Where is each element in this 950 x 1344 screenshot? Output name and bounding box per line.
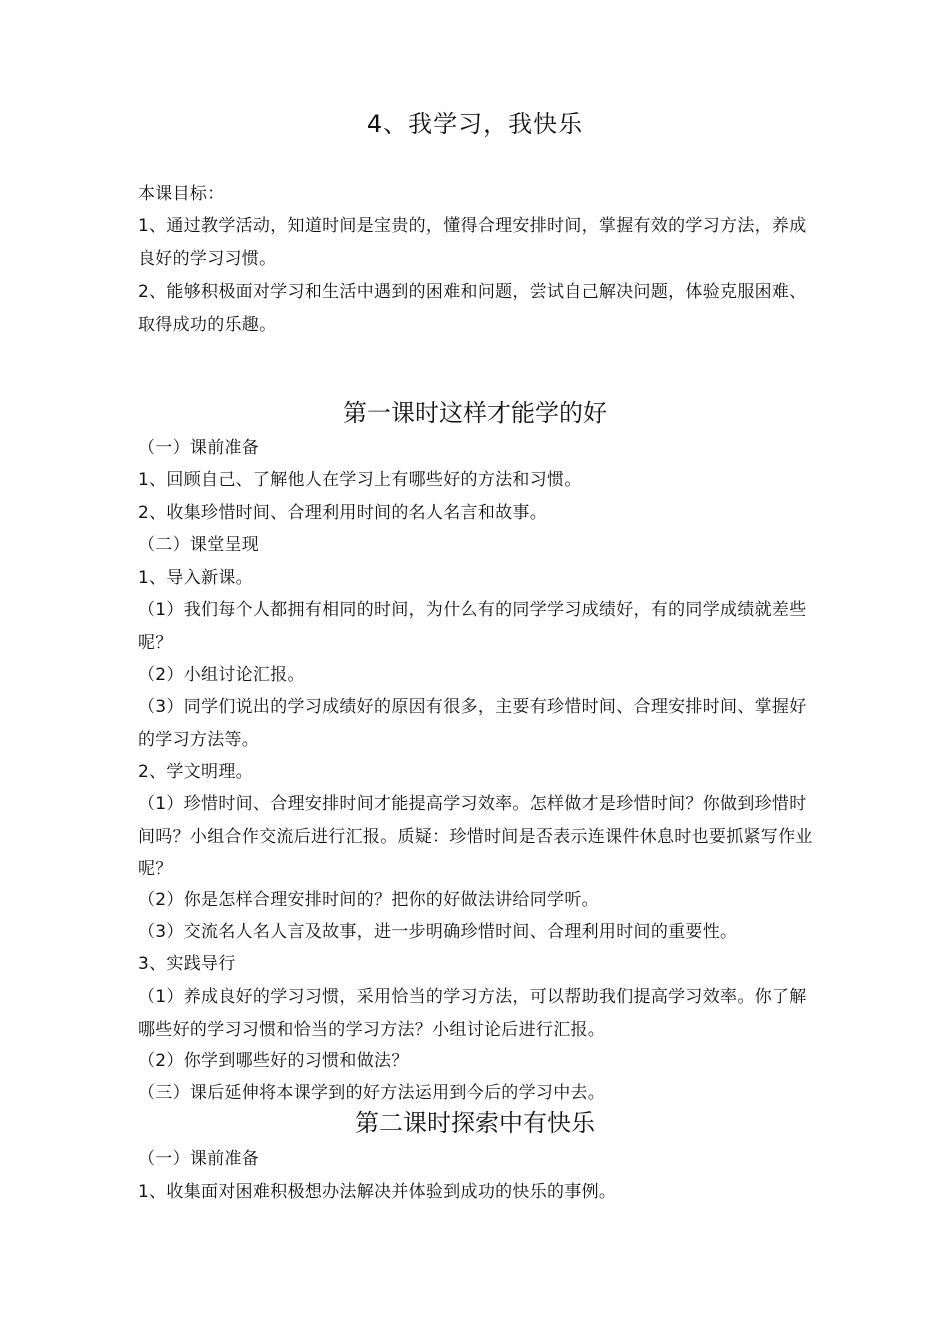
lesson1-step3-item: （1）养成良好的学习习惯，采用恰当的学习方法，可以帮助我们提高学习效率。你了解哪些好的学习习惯和恰当的学习方法？小组讨论后进行汇报。 bbox=[138, 987, 807, 1040]
objective-item: 1、通过教学活动，知道时间是宝贵的，懂得合理安排时间，掌握有效的学习方法，养成良好的学习习惯。 bbox=[138, 216, 807, 269]
lesson1-step1-item: （1）我们每个人都拥有相同的时间，为什么有的同学学习成绩好，有的同学成绩就差些呢？ bbox=[138, 600, 807, 653]
lesson1-step2-item: （1）珍惜时间、合理安排时间才能提高学习效率。怎样做才是珍惜时间？你做到珍惜时间吗？小组合作交流后进行汇报。质疑：珍惜时间是否表示连课件休息时也要抓紧写作业呢？ bbox=[138, 794, 813, 879]
lesson1-prep-item: 2、收集珍惜时间、合理利用时间的名人名言和故事。 bbox=[138, 503, 548, 523]
document-title: 4、我学习，我快乐 bbox=[366, 110, 584, 138]
lesson1-step2-item: （3）交流名人名人言及故事，进一步明确珍惜时间、合理利用时间的重要性。 bbox=[138, 922, 738, 942]
lesson1-step2-item: （2）你是怎样合理安排时间的？把你的好做法讲给同学听。 bbox=[138, 890, 599, 910]
lesson1-extension: （三）课后延伸将本课学到的好方法运用到今后的学习中去。 bbox=[138, 1083, 606, 1103]
lesson1-step2-heading: 2、学文明理。 bbox=[138, 762, 253, 782]
lesson2-prep-item: 1、收集面对困难积极想办法解决并体验到成功的快乐的事例。 bbox=[138, 1182, 617, 1202]
objective-item: 2、能够积极面对学习和生活中遇到的困难和问题，尝试自己解决问题，体验克服困难、取得成功的乐趣。 bbox=[138, 282, 807, 335]
lesson2-title: 第二课时探索中有快乐 bbox=[355, 1109, 595, 1137]
lesson1-class-heading: （二）课堂呈现 bbox=[138, 535, 260, 555]
lesson1-step1-item: （3）同学们说出的学习成绩好的原因有很多，主要有珍惜时间、合理安排时间、掌握好的学习方法等。 bbox=[138, 697, 807, 750]
lesson1-step1-item: （2）小组讨论汇报。 bbox=[138, 665, 305, 685]
objectives-heading: 本课目标： bbox=[138, 184, 225, 204]
lesson1-title: 第一课时这样才能学的好 bbox=[343, 399, 607, 427]
lesson1-prep-item: 1、回顾自己、了解他人在学习上有哪些好的方法和习惯。 bbox=[138, 470, 582, 490]
lesson1-step3-heading: 3、实践导行 bbox=[138, 954, 236, 974]
lesson1-prep-heading: （一）课前准备 bbox=[138, 438, 260, 458]
lesson1-step1-heading: 1、导入新课。 bbox=[138, 568, 253, 588]
lesson1-step3-item: （2）你学到哪些好的习惯和做法？ bbox=[138, 1051, 409, 1071]
lesson2-prep-heading: （一）课前准备 bbox=[138, 1149, 260, 1169]
